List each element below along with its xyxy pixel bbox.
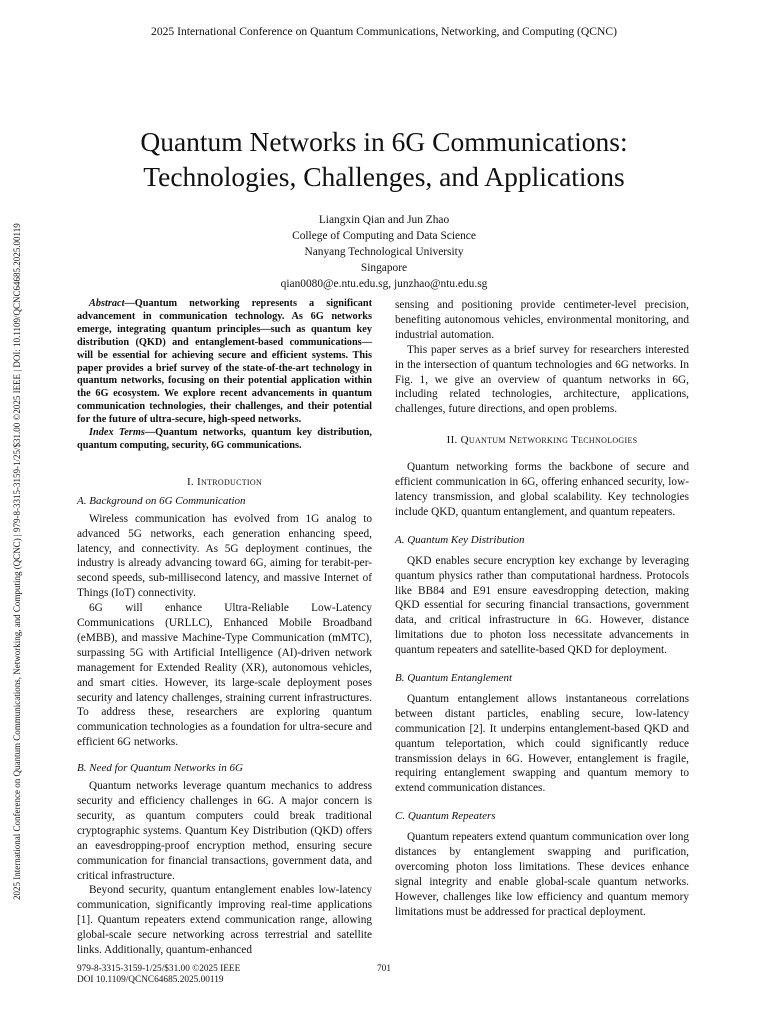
- paragraph: Beyond security, quantum entanglement enables low-latency communication, significantly improving real-time applications [1]. Quantum repeaters extend communication range, allowing global-scale secure networking across terrestrial and satellite links. Additionally, quantum-enhanced: [77, 884, 372, 957]
- section-heading-technologies: [395, 433, 689, 448]
- title-line-2: Technologies, Challenges, and Applications: [143, 161, 625, 192]
- author-university: Nanyang Technological University: [304, 246, 464, 258]
- paragraph: Quantum networking forms the backbone of secure and efficient communication in 6G, offering enhanced security, low-latency transmission, and global scalability. Key technologies include QKD, quantum entanglement, and quantum repeaters.: [395, 461, 689, 518]
- index-terms-text: —Quantum networks, quantum key distribution, quantum computing, security, 6G communications.: [77, 427, 372, 451]
- subsection-heading-need: B. Need for Quantum Networks in 6G: [77, 762, 243, 775]
- paragraph: This paper serves as a brief survey for researchers interested in the intersection of quantum technologies and 6G networks. In Fig. 1, we give an overview of quantum networks in 6G, including related technologies, architecture, applications, challenges, future directions, and open problems.: [395, 343, 689, 416]
- section-title: Quantum Networking Technologies: [460, 434, 638, 447]
- subsection-heading-repeaters: C. Quantum Repeaters: [395, 810, 496, 823]
- page-number: 701: [377, 964, 391, 974]
- side-citation-strip: 2025 International Conference on Quantum Communications, Networking, and Computing (QCNC) | 979-8-3315-3159-1/25/$31.00 ©2025 IEEE | DOI: 10.1109/QCNC64685.2025.00119: [12, 223, 22, 900]
- section-title: Introduction: [197, 475, 263, 488]
- paragraph: 6G will enhance Ultra-Reliable Low-Latency Communications (URLLC), Enhanced Mobile Broadband (eMBB), and massive Machine-Type Communication (mMTC), surpassing 5G with Artificial Intelligence (AI)-driven network management for Extended Reality (XR), autonomous vehicles, and smart cities. However, its large-scale deployment poses security and latency challenges, straining current infrastructures. To address these, researchers are exploring quantum communication technologies as a foundation for ultra-secure and efficient 6G networks.: [77, 602, 372, 749]
- abstract: [77, 298, 372, 427]
- paper-title: [0, 124, 768, 194]
- conference-header: 2025 International Conference on Quantum Communications, Networking, and Computing (QCNC): [151, 25, 617, 38]
- right-column: [395, 298, 689, 920]
- paragraph: Wireless communication has evolved from 1G analog to advanced 5G networks, each generation enhancing speed, latency, and connectivity. As 5G deployment continues, the industry is already advancing toward 6G, aiming for terabit-per-second speeds, sub-millisecond latency, and massive Internet of Things (IoT) connectivity.: [77, 512, 372, 600]
- author-names: Liangxin Qian and Jun Zhao: [318, 214, 450, 226]
- paragraph: Quantum repeaters extend quantum communication over long distances by entanglement swapping and purification, overcoming photon loss limitations. These devices enhance signal integrity and enable global-scale quantum networks. However, challenges like low efficiency and quantum memory limitations must be addressed for practical deployment.: [395, 831, 689, 918]
- author-emails: qian0080@e.ntu.edu.sg, junzhao@ntu.edu.sg: [280, 278, 488, 290]
- author-college: College of Computing and Data Science: [292, 230, 476, 242]
- left-column: [77, 298, 372, 958]
- paragraph: Quantum networks leverage quantum mechanics to address security and efficiency challenges in 6G. A major concern is security, as quantum computers could break traditional cryptographic systems. Quantum Key Distribution (QKD) offers an eavesdropping-proof encryption method, ensuring secure communication for financial transactions, government data, and critical infrastructure.: [77, 780, 372, 882]
- index-terms-lead: Index Terms: [89, 427, 145, 439]
- paragraph: Quantum entanglement allows instantaneous correlations between distant particles, enabling secure, low-latency communication [2]. It underpins entanglement-based QKD and quantum teleportation, which could significantly reduce transmission delays in 6G. However, entanglement is fragile, requiring entanglement swapping and quantum memory to extend communication distances.: [395, 692, 689, 795]
- paragraph-continued: sensing and positioning provide centimeter-level precision, benefiting autonomous vehicles, environmental monitoring, and industrial automation.: [395, 299, 689, 341]
- abstract-text: —Quantum networking represents a significant advancement in communication technology. As 6G networks emerge, integrating quantum principles—such as quantum key distribution (QKD) and entanglement-based communications—will be essential for achieving secure and efficient systems. This paper provides a brief survey of the state-of-the-art technology in quantum networks, focusing on their potential application within the 6G ecosystem. We explore recent advancements in quantum communication technologies, their challenges, and their potential for the future of ultra-secure, high-speed networks.: [77, 298, 372, 426]
- subsection-heading-background: A. Background on 6G Communication: [77, 494, 246, 507]
- abstract-lead: Abstract: [89, 298, 125, 309]
- section-number: II.: [446, 434, 461, 447]
- index-terms: [77, 427, 372, 453]
- subsection-heading-entanglement: B. Quantum Entanglement: [395, 672, 513, 685]
- footer-isbn: 979-8-3315-3159-1/25/$31.00 ©2025 IEEE: [77, 964, 241, 974]
- paragraph: QKD enables secure encryption key exchange by leveraging quantum physics rather than computational hardness. Protocols like BB84 and E91 ensure eavesdropping detection, making QKD essential for securing financial transactions, government data, and critical infrastructure in 6G. However, distance limitations due to photon loss necessitate advancements in quantum repeaters and satellite-based QKD for deployment.: [395, 554, 689, 657]
- subsection-heading-qkd: A. Quantum Key Distribution: [395, 533, 525, 546]
- section-heading-introduction: [77, 475, 372, 490]
- footer-doi: DOI 10.1109/QCNC64685.2025.00119: [77, 975, 224, 985]
- title-line-1: Quantum Networks in 6G Communications:: [140, 126, 628, 157]
- section-number: I.: [186, 475, 198, 488]
- author-block: [0, 212, 768, 292]
- author-country: Singapore: [360, 262, 408, 274]
